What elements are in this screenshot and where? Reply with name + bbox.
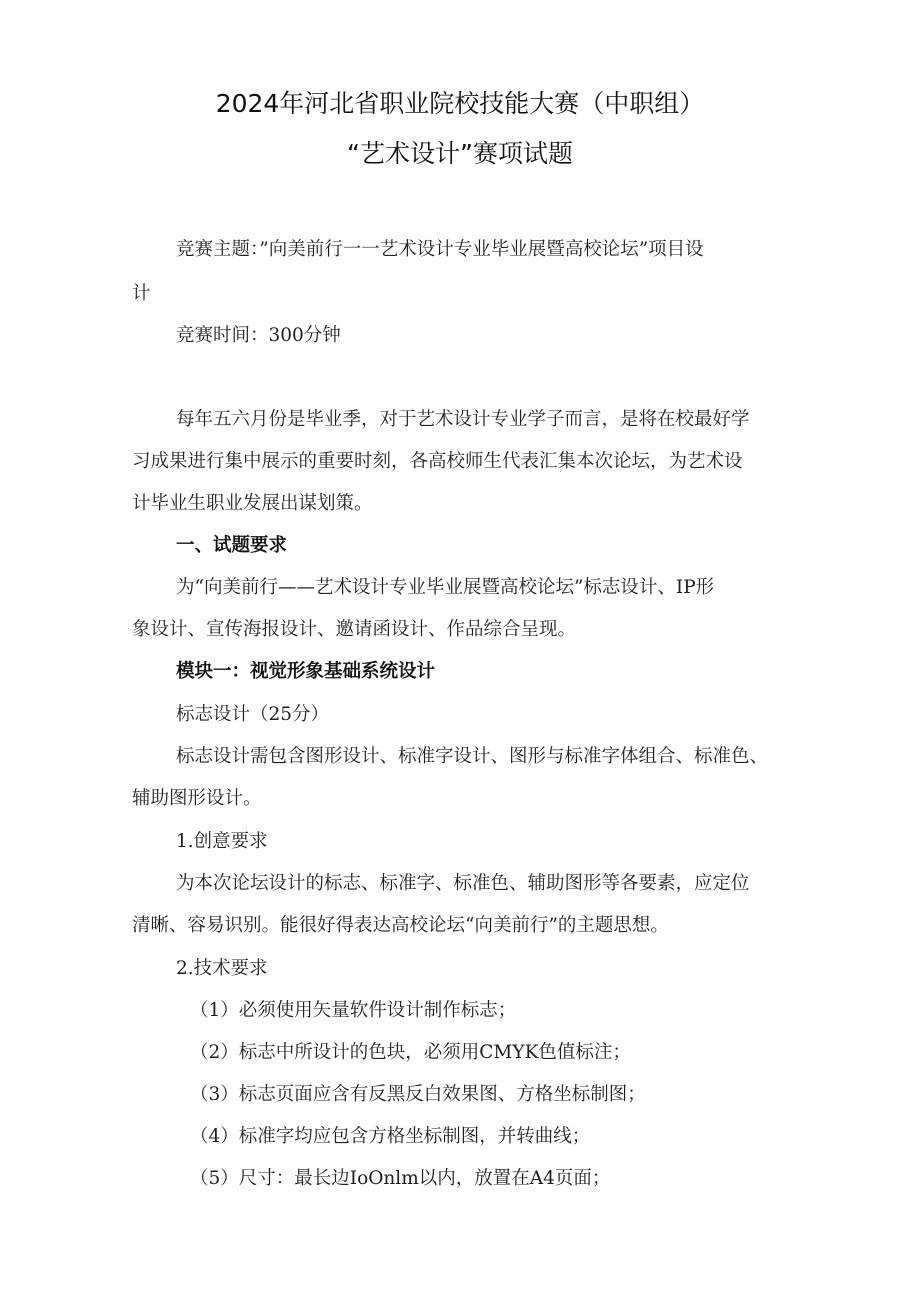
logo-design-line1: 标志设计需包含图形设计、标准字设计、图形与标准字体组合、标准色、 bbox=[176, 746, 769, 767]
theme-line2: 计 bbox=[132, 283, 151, 304]
intro-line1: 每年五六月份是毕业季，对于艺术设计专业学子而言，是将在校最好学 bbox=[176, 409, 750, 430]
module1-heading: 模块一：视觉形象基础系统设计 bbox=[176, 661, 436, 682]
technical-item-5: （5）尺寸：最长边IoOnlm以内，放置在A4页面； bbox=[190, 1168, 611, 1189]
technical-item-3: （3）标志页面应含有反黑反白效果图、方格坐标制图； bbox=[190, 1084, 646, 1105]
intro-line2: 习成果进行集中展示的重要时刻，各高校师生代表汇集本次论坛，为艺术设 bbox=[132, 451, 743, 472]
logo-design-line2: 辅助图形设计。 bbox=[132, 788, 262, 809]
document-title-line1: 2024年河北省职业院校技能大赛（中职组） bbox=[215, 89, 705, 118]
logo-design-heading: 标志设计（25分） bbox=[176, 704, 330, 725]
technical-item-4: （4）标准字均应包含方格坐标制图，并转曲线； bbox=[190, 1126, 591, 1147]
technical-requirements-heading: 2.技术要求 bbox=[176, 958, 268, 979]
intro-line3: 计毕业生职业发展出谋划策。 bbox=[132, 493, 373, 514]
competition-time: 竞赛时间：300分钟 bbox=[176, 325, 341, 346]
technical-item-2: （2）标志中所设计的色块，必须用CMYK色值标注； bbox=[190, 1042, 631, 1063]
document-title-line2: “艺术设计”赛项试题 bbox=[347, 139, 573, 168]
section1-heading: 一、试题要求 bbox=[176, 535, 288, 556]
requirements-line1: 为“向美前行——艺术设计专业毕业展暨高校论坛”标志设计、IP形 bbox=[176, 577, 715, 598]
theme-line1: 竞赛主题：”向美前行一一艺术设计专业毕业展暨高校论坛”项目设 bbox=[176, 239, 704, 260]
technical-item-1: （1）必须使用矢量软件设计制作标志； bbox=[190, 1000, 517, 1021]
creative-requirements-line2: 清晰、容易识别。能很好得表达高校论坛“向美前行”的主题思想。 bbox=[132, 915, 669, 936]
requirements-line2: 象设计、宣传海报设计、邀请函设计、作品综合呈现。 bbox=[132, 619, 577, 640]
creative-requirements-line1: 为本次论坛设计的标志、标准字、标准色、辅助图形等各要素，应定位 bbox=[176, 873, 750, 894]
creative-requirements-heading: 1.创意要求 bbox=[176, 831, 268, 852]
